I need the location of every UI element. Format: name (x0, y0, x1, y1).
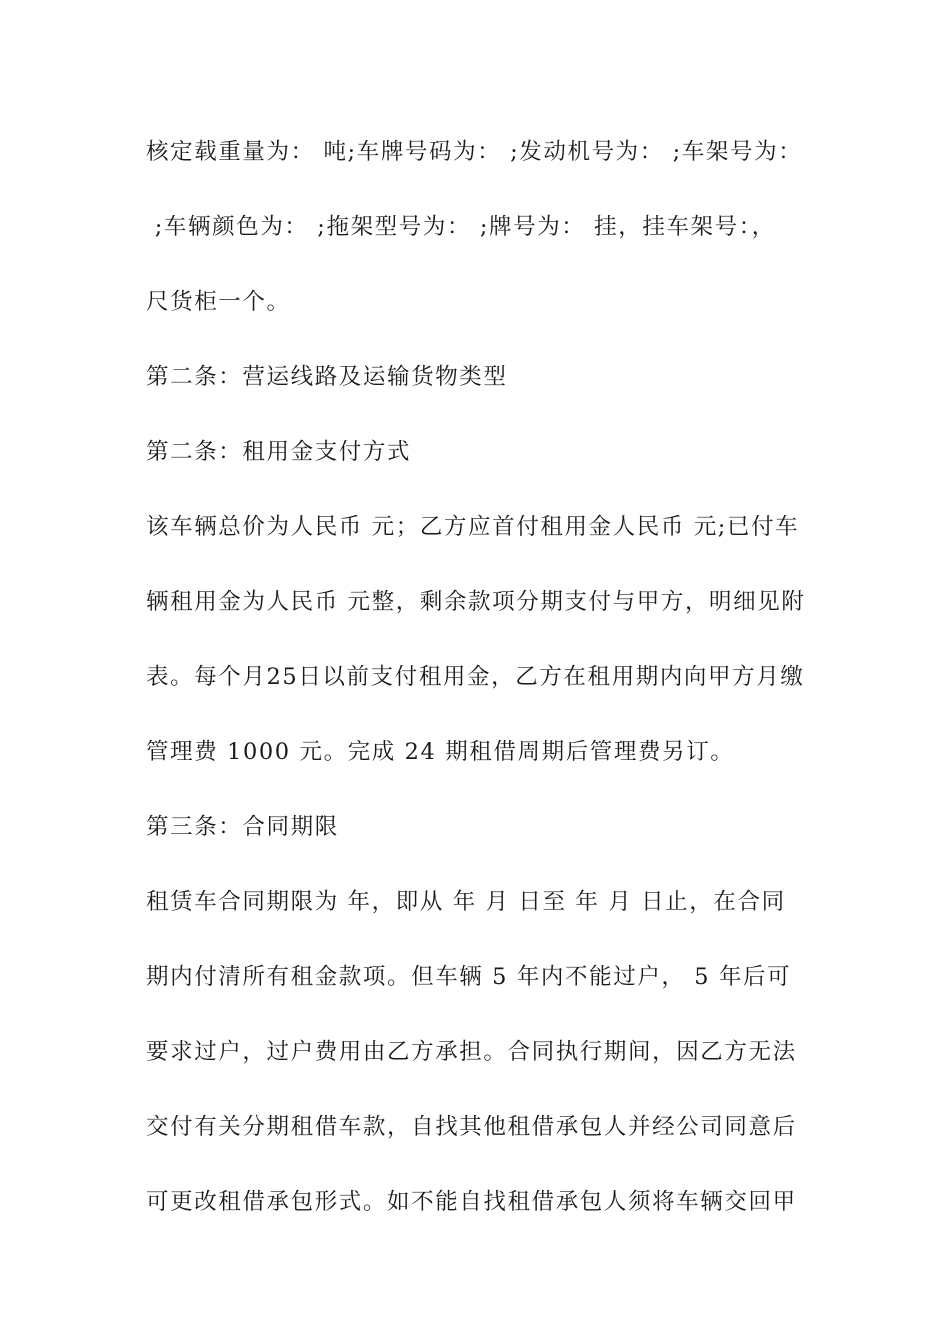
section-heading: 第三条：合同期限 (146, 814, 339, 840)
paragraph-line: 期内付清所有租金款项。但车辆 5 年内不能过户， 5 年后可 (146, 964, 792, 990)
paragraph-line: 核定载重量为： 吨;车牌号码为： ;发动机号为： ;车架号为： (146, 139, 803, 165)
section-heading: 第二条：营运线路及运输货物类型 (146, 364, 508, 390)
paragraph-line: 尺货柜一个。 (146, 289, 291, 315)
paragraph-line: 辆租用金为人民币 元整，剩余款项分期支付与甲方，明细见附 (146, 589, 806, 615)
paragraph-line: 该车辆总价为人民币 元；乙方应首付租用金人民币 元;已付车 (146, 514, 800, 540)
paragraph-line: 可更改租借承包形式。如不能自找租借承包人须将车辆交回甲 (146, 1189, 797, 1215)
paragraph-line: 交付有关分期租借车款，自找其他租借承包人并经公司同意后 (146, 1114, 797, 1140)
paragraph-line: 管理费 1000 元。完成 24 期租借周期后管理费另订。 (146, 739, 735, 765)
paragraph-line: 要求过户，过户费用由乙方承担。合同执行期间，因乙方无法 (146, 1039, 797, 1065)
paragraph-line: ;车辆颜色为： ;拖架型号为： ;牌号为： 挂，挂车架号：， (146, 214, 776, 240)
section-heading: 第二条：租用金支付方式 (146, 439, 412, 465)
paragraph-line: 表。每个月25日以前支付租用金，乙方在租用期内向甲方月缴 (146, 664, 805, 690)
paragraph-line: 租赁车合同期限为 年，即从 年 月 日至 年 月 日止，在合同 (146, 889, 786, 915)
